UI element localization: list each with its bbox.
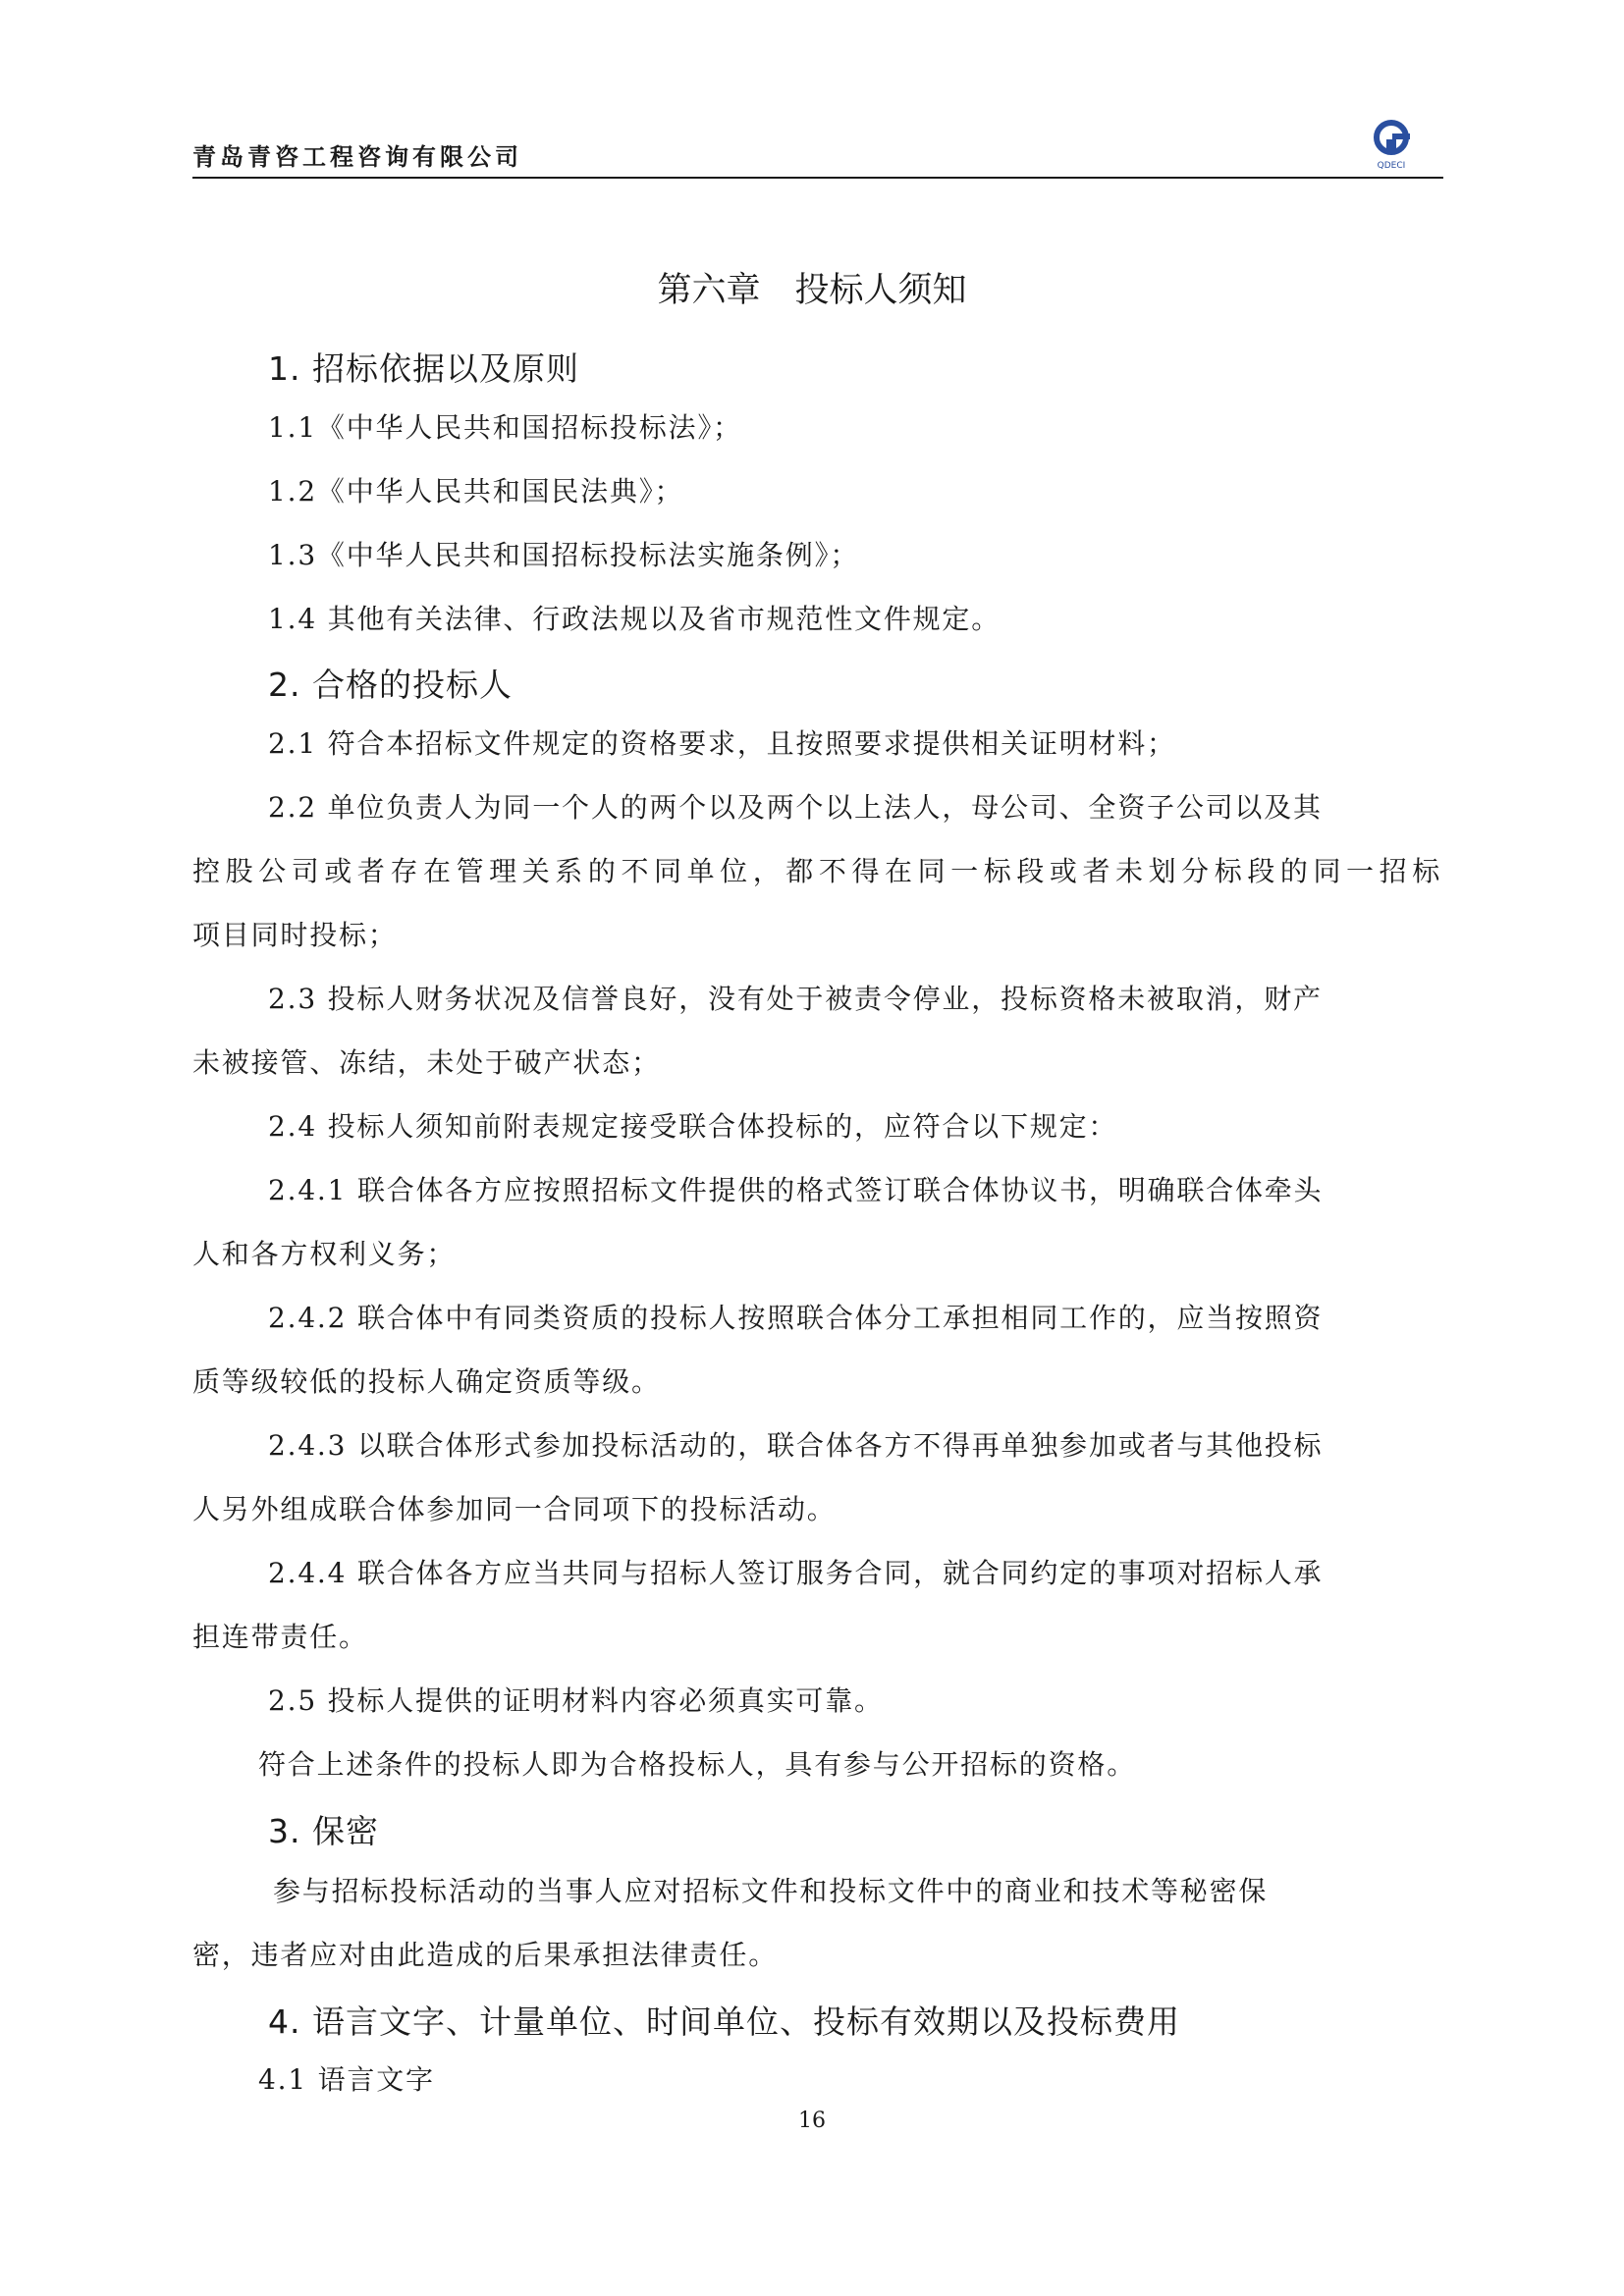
body-line: 担连带责任。 [192, 1621, 368, 1653]
body-line: 人和各方权利义务； [192, 1238, 457, 1270]
body-line: 人另外组成联合体参加同一合同项下的投标活动。 [192, 1493, 837, 1525]
section-heading: 4. 语言文字、计量单位、时间单位、投标有效期以及投标费用 [268, 2002, 1180, 2041]
body-line: 项目同时投标； [192, 919, 398, 951]
body-line: 1.3《中华人民共和国招标投标法实施条例》； [268, 539, 860, 571]
page-number: 16 [798, 2109, 826, 2133]
body-line: 1.4 其他有关法律、行政法规以及省市规范性文件规定。 [268, 603, 1001, 635]
body-line: 符合上述条件的投标人即为合格投标人，具有参与公开招标的资格。 [258, 1748, 1137, 1781]
body-line: 2.2 单位负责人为同一个人的两个以及两个以上法人，母公司、全资子公司以及其 [268, 791, 1323, 824]
body-line: 4.1 语言文字 [258, 2063, 435, 2096]
company-name: 青岛青咨工程咨询有限公司 [192, 143, 522, 171]
section-heading: 1. 招标依据以及原则 [268, 349, 579, 388]
body-line: 控股公司或者存在管理关系的不同单位，都不得在同一标段或者未划分标段的同一招标 [192, 855, 1441, 887]
body-line: 2.1 符合本招标文件规定的资格要求，且按照要求提供相关证明材料； [268, 727, 1176, 760]
body-line: 未被接管、冻结，未处于破产状态； [192, 1046, 661, 1079]
body-line: 质等级较低的投标人确定资质等级。 [192, 1365, 661, 1398]
body-line: 2.5 投标人提供的证明材料内容必须真实可靠。 [268, 1684, 884, 1717]
body-line: 2.4.4 联合体各方应当共同与招标人签订服务合同，就合同约定的事项对招标人承 [268, 1557, 1324, 1589]
body-line: 2.4.2 联合体中有同类资质的投标人按照联合体分工承担相同工作的，应当按照资 [268, 1302, 1324, 1334]
section-heading: 2. 合格的投标人 [268, 666, 513, 704]
company-logo [1369, 118, 1414, 171]
body-line: 2.4 投标人须知前附表规定接受联合体投标的，应符合以下规定： [268, 1110, 1118, 1143]
chapter-title: 第六章 投标人须知 [657, 271, 967, 310]
body-line: 1.2《中华人民共和国民法典》； [268, 475, 684, 507]
body-line: 2.4.1 联合体各方应按照招标文件提供的格式签订联合体协议书，明确联合体牵头 [268, 1174, 1324, 1206]
section-heading: 3. 保密 [268, 1812, 379, 1850]
body-line: 2.3 投标人财务状况及信誉良好，没有处于被责令停业，投标资格未被取消，财产 [268, 983, 1323, 1015]
logo-text: QDECI [1377, 161, 1406, 171]
body-line: 参与招标投标活动的当事人应对招标文件和投标文件中的商业和技术等秘密保 [273, 1875, 1269, 1907]
body-line: 2.4.3 以联合体形式参加投标活动的，联合体各方不得再单独参加或者与其他投标 [268, 1429, 1324, 1462]
body-line: 1.1《中华人民共和国招标投标法》； [268, 411, 742, 444]
body-line: 密，违者应对由此造成的后果承担法律责任。 [192, 1939, 779, 1971]
page-header [192, 118, 1443, 179]
